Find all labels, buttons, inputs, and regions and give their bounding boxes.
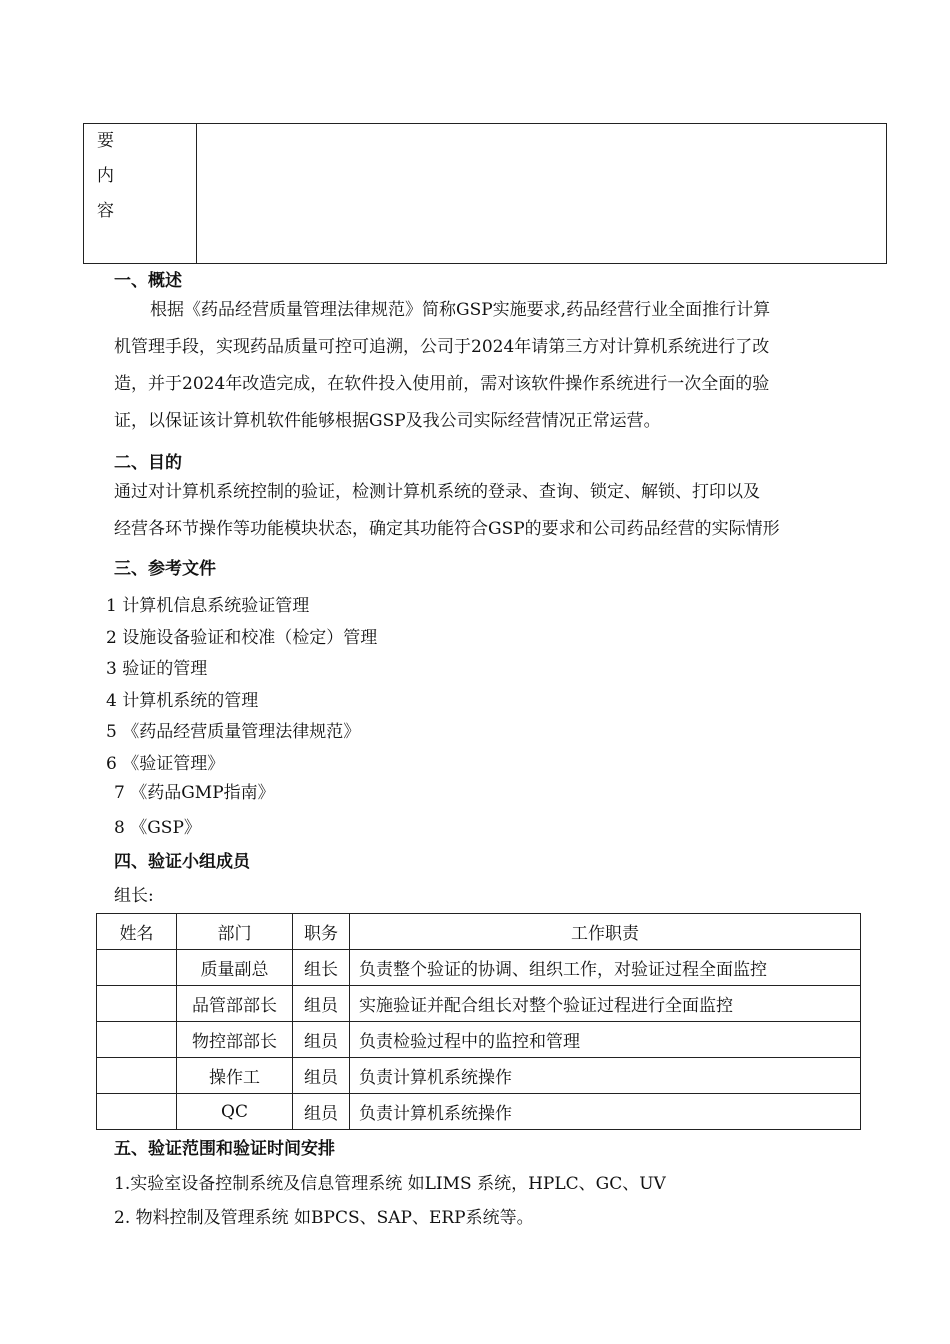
name-cell	[97, 1058, 177, 1094]
reference-item: 7 《药品GMP指南》	[114, 783, 275, 803]
reference-item: 6 《验证管理》	[106, 754, 225, 774]
department-cell: 品管部部长	[177, 986, 293, 1022]
reference-item: 5 《药品经营质量管理法律规范》	[106, 722, 361, 742]
table-row	[97, 1094, 861, 1130]
table-header-row	[97, 914, 861, 950]
department-cell: 操作工	[177, 1058, 293, 1094]
box-label-char: 要	[97, 131, 114, 151]
box-label-char: 内	[97, 166, 114, 186]
department-cell: QC	[177, 1094, 293, 1130]
name-cell	[97, 1022, 177, 1058]
header-cell: 职务	[293, 914, 350, 950]
name-cell	[97, 1094, 177, 1130]
section-title-scope: 五、验证范围和验证时间安排	[114, 1139, 335, 1159]
header-cell: 部门	[177, 914, 293, 950]
purpose-paragraph	[114, 474, 860, 548]
scope-item: 2. 物料控制及管理系统 如BPCS、SAP、ERP系统等。	[114, 1208, 534, 1228]
paragraph-line: 根据《药品经营质量管理法律规范》简称GSP实施要求,药品经营行业全面推行计算	[150, 300, 771, 320]
scope-item: 1.实验室设备控制系统及信息管理系统 如LIMS 系统，HPLC、GC、UV	[114, 1174, 666, 1194]
members-table	[96, 913, 861, 1130]
paragraph-line: 证，以保证该计算机软件能够根据GSP及我公司实际经营情况正常运营。	[114, 411, 661, 431]
section-title-purpose: 二、目的	[114, 453, 182, 473]
position-cell: 组长	[293, 950, 350, 986]
duty-cell: 负责整个验证的协调、组织工作，对验证过程全面监控	[350, 950, 861, 986]
position-cell: 组员	[293, 1094, 350, 1130]
box-label-char: 容	[97, 201, 114, 221]
table-row	[97, 950, 861, 986]
duty-cell: 实施验证并配合组长对整个验证过程进行全面监控	[350, 986, 861, 1022]
overview-paragraph	[114, 292, 860, 440]
leader-label: 组长:	[114, 886, 154, 906]
header-cell: 姓名	[97, 914, 177, 950]
position-cell: 组员	[293, 1058, 350, 1094]
reference-item: 3 验证的管理	[106, 659, 208, 679]
paragraph-line: 机管理手段，实现药品质量可控可追溯，公司于2024年请第三方对计算机系统进行了改	[114, 337, 770, 357]
section-title-members: 四、验证小组成员	[114, 852, 250, 872]
name-cell	[97, 986, 177, 1022]
duty-cell: 负责计算机系统操作	[350, 1058, 861, 1094]
reference-item: 8 《GSP》	[114, 818, 201, 838]
table-row	[97, 1022, 861, 1058]
name-cell	[97, 950, 177, 986]
table-row	[97, 1058, 861, 1094]
box-divider	[196, 124, 197, 263]
table-row	[97, 986, 861, 1022]
paragraph-line: 经营各环节操作等功能模块状态，确定其功能符合GSP的要求和公司药品经营的实际情形	[114, 519, 780, 539]
section-title-references: 三、参考文件	[114, 559, 216, 579]
reference-item: 2 设施设备验证和校准（检定）管理	[106, 628, 378, 648]
header-cell: 工作职责	[350, 914, 861, 950]
section-title-overview: 一、概述	[114, 271, 182, 291]
duty-cell: 负责计算机系统操作	[350, 1094, 861, 1130]
paragraph-line: 通过对计算机系统控制的验证，检测计算机系统的登录、查询、锁定、解锁、打印以及	[114, 482, 760, 502]
paragraph-line: 造，并于2024年改造完成，在软件投入使用前，需对该软件操作系统进行一次全面的验	[114, 374, 770, 394]
position-cell: 组员	[293, 986, 350, 1022]
position-cell: 组员	[293, 1022, 350, 1058]
department-cell: 质量副总	[177, 950, 293, 986]
reference-item: 4 计算机系统的管理	[106, 691, 259, 711]
summary-box	[83, 123, 887, 264]
reference-item: 1 计算机信息系统验证管理	[106, 596, 310, 616]
duty-cell: 负责检验过程中的监控和管理	[350, 1022, 861, 1058]
department-cell: 物控部部长	[177, 1022, 293, 1058]
